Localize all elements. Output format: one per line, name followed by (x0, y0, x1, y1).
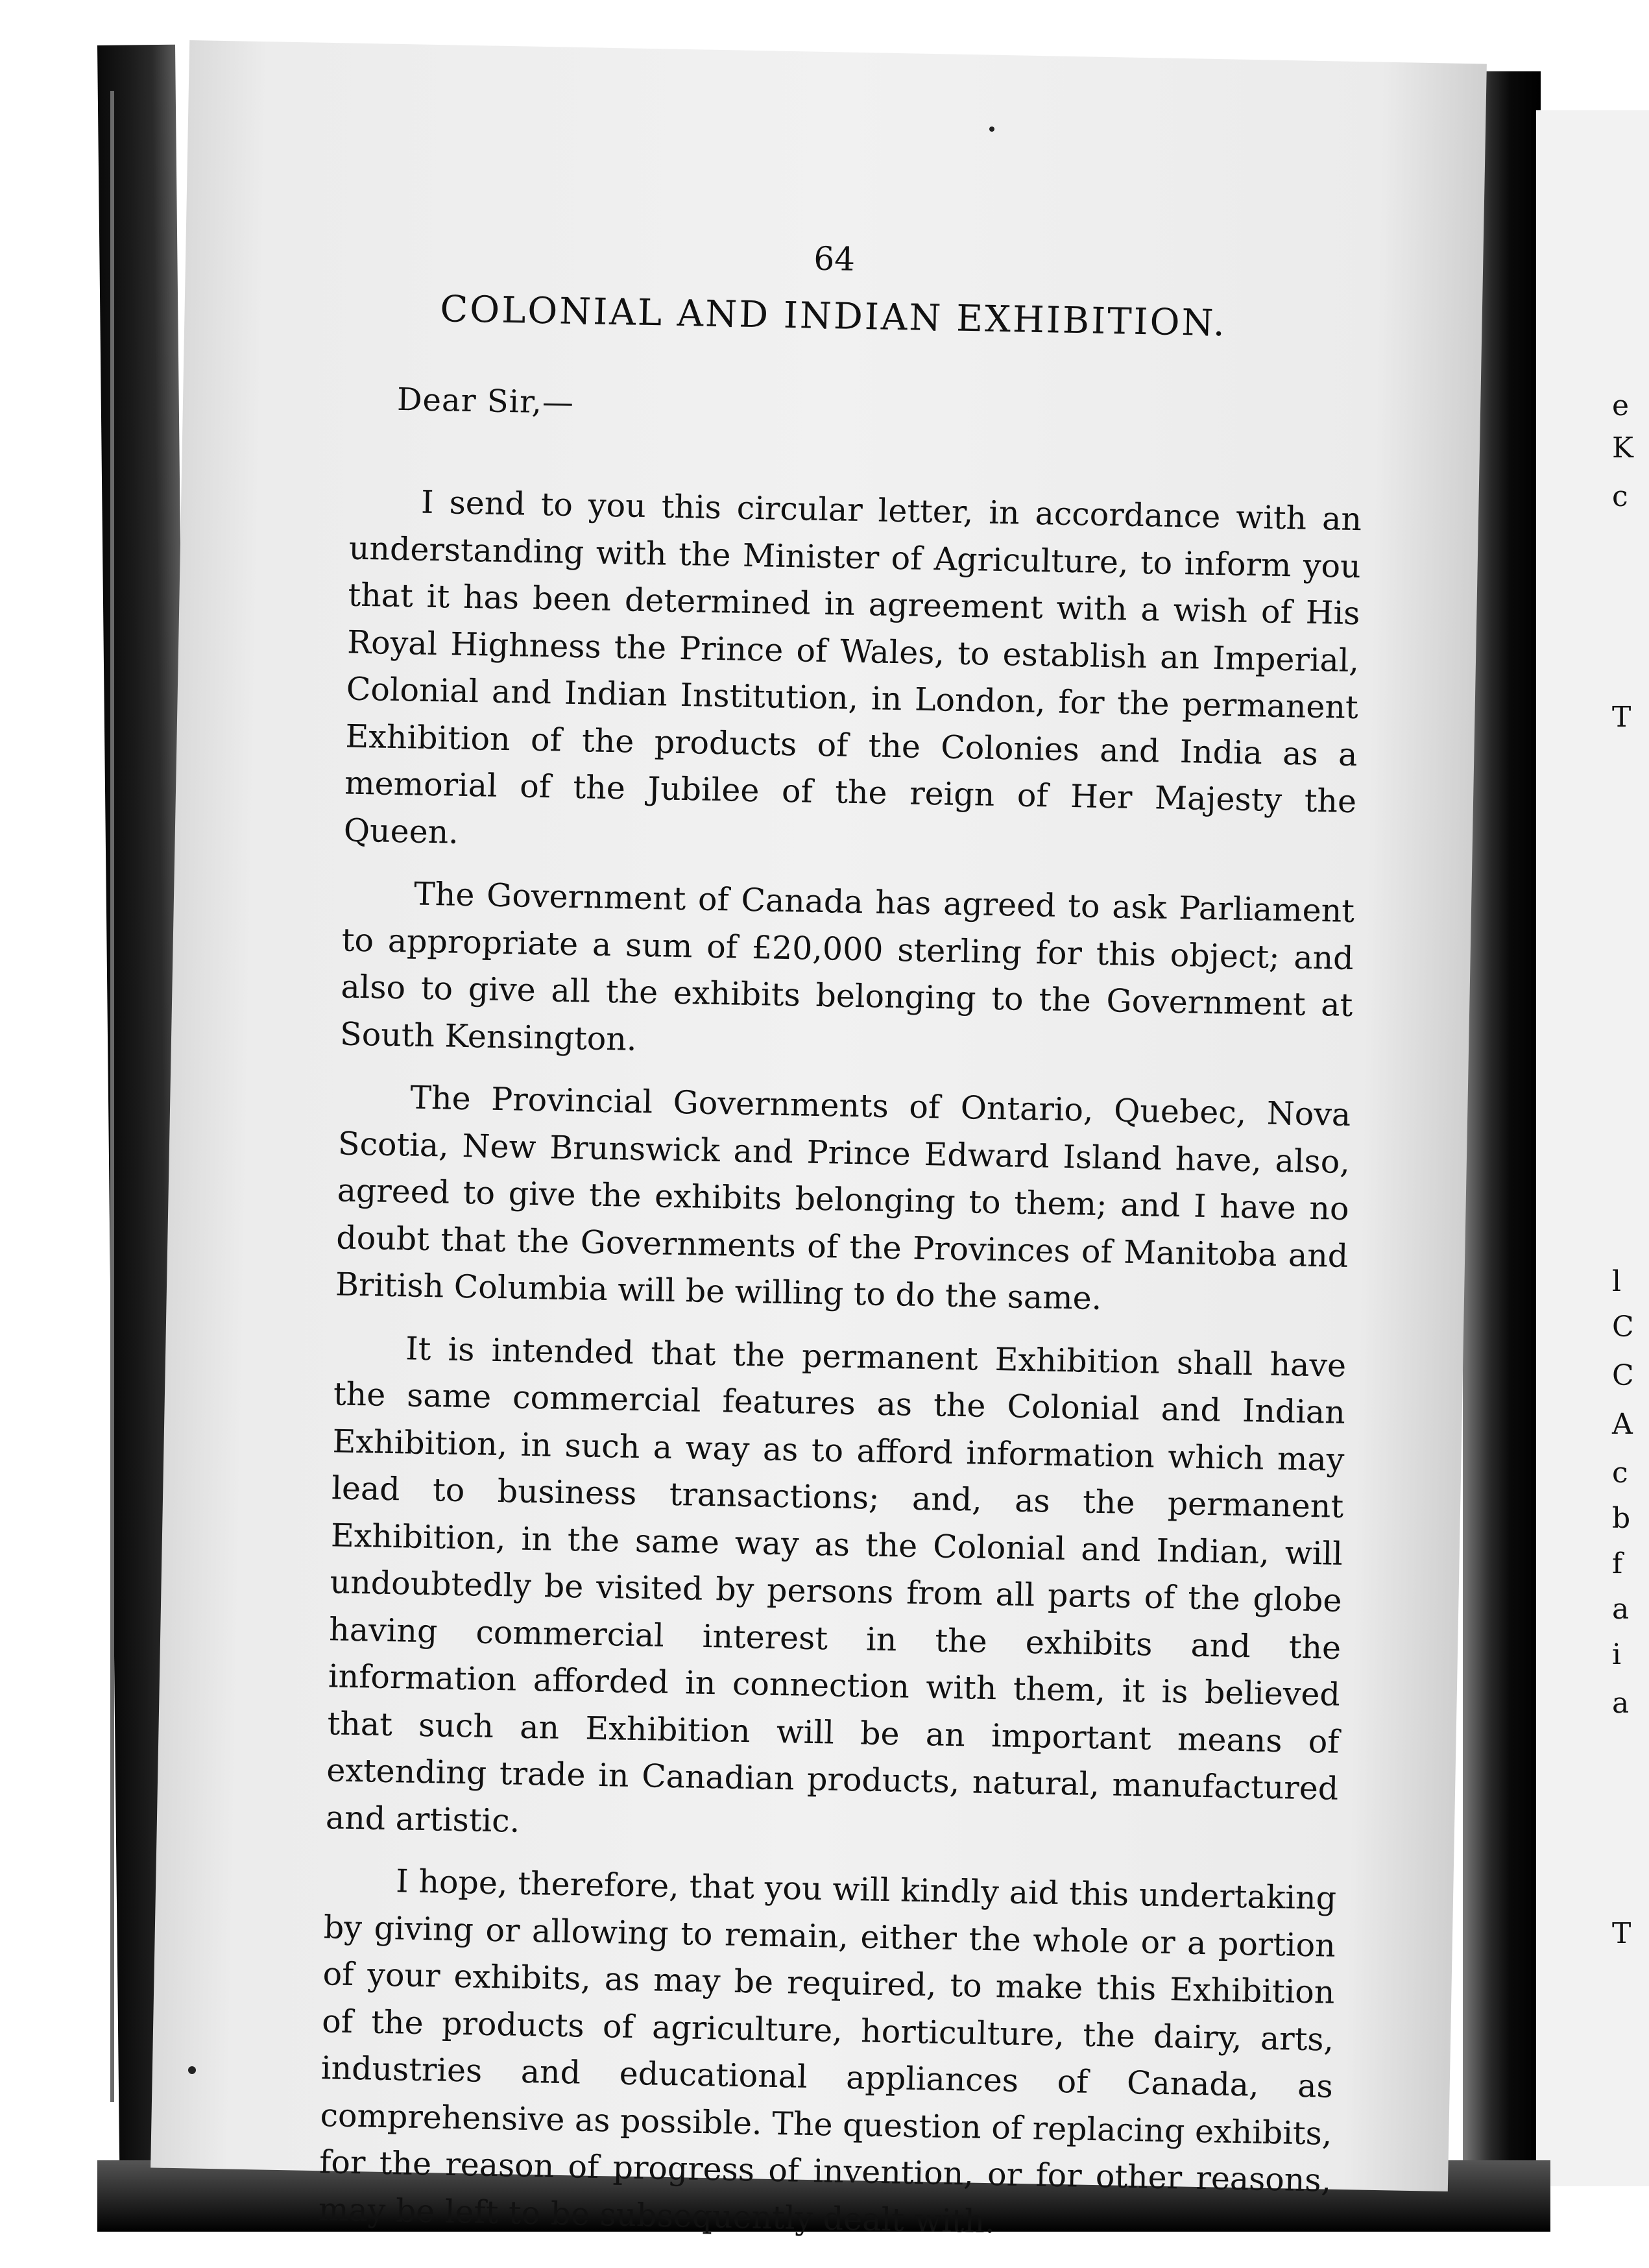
scan-speck (188, 2066, 196, 2074)
paragraph-2: The Government of Canada has agreed to ask Parliament to appropriate a sum of £20,000 sterling for this object; and also to give all the exhibits belonging to the Government at South Kensington. (339, 875, 1355, 1058)
adjacent-page-letter: l (1612, 1265, 1622, 1298)
scan-speck (989, 127, 994, 132)
letter-salutation: Dear Sir,— (396, 381, 575, 421)
adjacent-page-letter: f (1612, 1547, 1623, 1580)
paragraph-4: It is intended that the permanent Exhibition shall have the same commercial features as the Colonial and Indian Exhibition, in such a way as to afford information which may lead to business transactions; and, as the permanent Exhibition, in the same way as the Colonial and Indian, will undoubtedly be visited by persons from all parts of the globe having commercial interest in the exhibits and the information afforded in connection with them, it is believed that such an Exhibition will be an important means of extending trade in Canadian products, natural, manufactured and artistic. (325, 1329, 1347, 1840)
paragraph-1: I send to you this circular letter, in accordance with an understanding with the Minister of Agriculture, to inform you that it has been determined in agreement with a wish of His Royal Highness the Prince of Wales, to establish an Imperial, Colonial and Indian Institution, in London, for the permanent Exhibition of the products of the Colonies and India as a memorial of the Jubilee of the reign of Her Majesty the Queen. (343, 483, 1362, 851)
adjacent-page-letter: K (1612, 431, 1633, 464)
binding-edge (110, 91, 114, 2102)
adjacent-page-letter: c (1612, 1456, 1628, 1490)
adjacent-page-letter: c (1612, 480, 1628, 513)
book-page (150, 40, 1487, 2240)
page-heading: COLONIAL AND INDIAN EXHIBITION. (439, 288, 1227, 345)
adjacent-page-letter: e (1612, 389, 1630, 422)
adjacent-page-letter: a (1612, 1593, 1630, 1626)
adjacent-page-letter: i (1612, 1638, 1622, 1671)
letter-body (318, 478, 1362, 2267)
adjacent-page-letter: A (1612, 1408, 1633, 1441)
adjacent-page-letter: T (1612, 701, 1631, 734)
adjacent-page-edge (1531, 110, 1649, 2186)
paragraph-3: The Provincial Governments of Ontario, Quebec, Nova Scotia, New Brunswick and Prince Edward Island have, also, agreed to give the exhibits belonging to them; and I have no doubt that the Governments of the Provinces of Manitoba and British Columbia will be willing to do the same. (335, 1079, 1351, 1318)
adjacent-page-letter: C (1612, 1310, 1634, 1344)
paragraph-5: I hope, therefore, that you will kindly aid this undertaking by giving or allowing to remain, either the whole or a portion of your exhibits, as may be required, to make this Exhibition of the products of agriculture, horticulture, the dairy, arts, industries and educational appliances of Canada, as comprehensive as possible. The question of replacing exhibits, for the reason of progress of invention, or for other reasons, may be left to be subsequently dealt with. (318, 1863, 1337, 2240)
adjacent-page-letter: b (1612, 1502, 1631, 1535)
adjacent-page-letter: T (1612, 1917, 1631, 1950)
page-number: 64 (813, 239, 856, 278)
adjacent-page-letter: a (1612, 1687, 1630, 1720)
adjacent-page-letter: C (1612, 1359, 1634, 1392)
